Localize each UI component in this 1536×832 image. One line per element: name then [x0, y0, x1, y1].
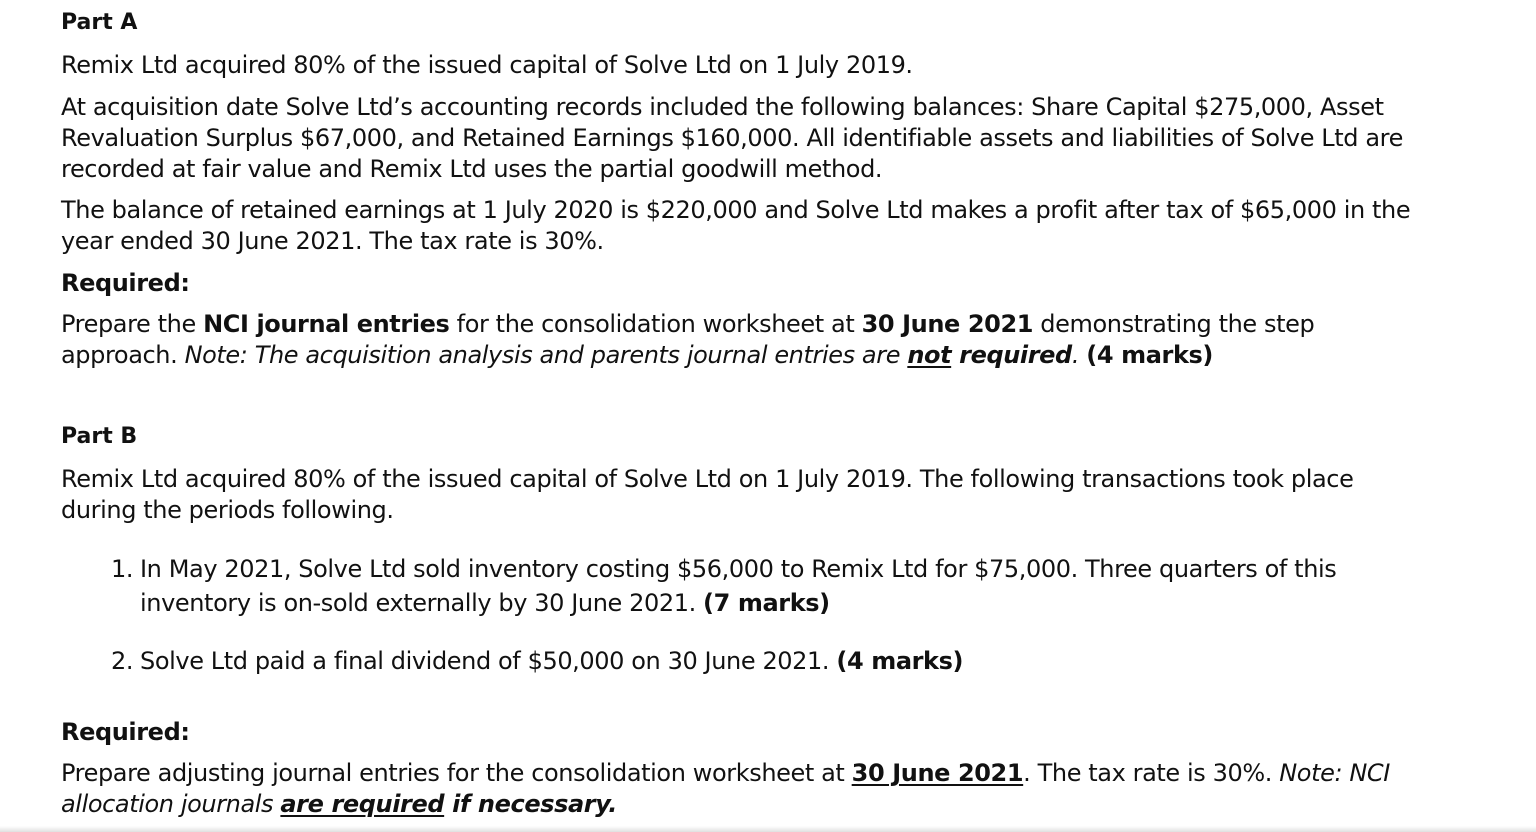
- item-1-line-1: [61, 552, 1461, 586]
- part-a-requirement: [61, 309, 1461, 371]
- part-a-required-label: Required:: [61, 269, 190, 297]
- part-b-req-date: 30 June 2021: [851, 759, 1024, 787]
- list-item: [61, 644, 1461, 678]
- req-not-text: not: [907, 341, 952, 369]
- part-b-required-label: Required:: [61, 718, 190, 746]
- part-a-marks: (4 marks): [1086, 341, 1213, 369]
- item-1-number: 1.: [111, 555, 134, 583]
- req-date-text: 30 June 2021: [861, 310, 1034, 338]
- balances-line-2: Revaluation Surplus $67,000, and Retained Earnings $160,000. All identifiable assets and liabilities of Solve Ltd are: [61, 124, 1403, 152]
- part-a-intro-text: Remix Ltd acquired 80% of the issued capital of Solve Ltd on 1 July 2019.: [61, 51, 913, 79]
- part-b-req-line-1: [61, 758, 1501, 789]
- item-1-text-2: inventory is on-sold externally by 30 June 2021.: [140, 589, 704, 617]
- requirement-line-2: [61, 340, 1461, 371]
- req-for-text: for the consolidation worksheet at: [449, 310, 862, 338]
- req-note-text: Note: The acquisition analysis and parents journal entries are: [184, 341, 908, 369]
- page-bottom-edge: [0, 826, 1536, 832]
- balances-line-3: recorded at fair value and Remix Ltd uses the partial goodwill method.: [61, 155, 883, 183]
- part-a-intro: [61, 50, 913, 81]
- part-b-requirement: [61, 758, 1501, 820]
- item-2-marks: (4 marks): [836, 647, 964, 675]
- retained-line-1: The balance of retained earnings at 1 July 2020 is $220,000 and Solve Ltd makes a profit after tax of $65,000 in the: [61, 196, 1411, 224]
- part-b-intro: [61, 464, 1353, 526]
- req-demo-text: demonstrating the step: [1033, 310, 1315, 338]
- list-item: [61, 552, 1461, 620]
- item-2-line: [61, 644, 1461, 678]
- part-a-balances: [61, 92, 1403, 185]
- part-b-req-if: if necessary.: [444, 790, 617, 818]
- item-2-text: Solve Ltd paid a final dividend of $50,000 on 30 June 2021.: [140, 647, 837, 675]
- part-b-req-note: Note: NCI: [1279, 759, 1390, 787]
- req-nci-text: NCI journal entries: [203, 310, 450, 338]
- req-prepare-text: Prepare the: [61, 310, 204, 338]
- part-b-heading: Part B: [61, 424, 138, 449]
- part-a-retained: [61, 195, 1410, 257]
- req-required-text: required: [951, 341, 1072, 369]
- item-2-number: 2.: [111, 647, 134, 675]
- item-1-line-2: [61, 586, 1461, 620]
- item-1-marks: (7 marks): [703, 589, 830, 617]
- req-approach-text: approach.: [61, 341, 185, 369]
- part-b-req-line-2: [61, 789, 1501, 820]
- requirement-line-1: [61, 309, 1461, 340]
- part-b-req-are-required: are required: [280, 790, 445, 818]
- part-b-intro-line-1: Remix Ltd acquired 80% of the issued capital of Solve Ltd on 1 July 2019. The following transactions took place: [61, 465, 1354, 493]
- part-b-intro-line-2: during the periods following.: [61, 496, 394, 524]
- balances-line-1: At acquisition date Solve Ltd’s accounting records included the following balances: Share Capital $275,000, Asset: [61, 93, 1384, 121]
- transaction-list: [61, 552, 1461, 620]
- part-a-section: [61, 8, 137, 38]
- part-b-req-note-2: allocation journals: [61, 790, 281, 818]
- part-b-req-tax: . The tax rate is 30%.: [1023, 759, 1280, 787]
- item-1-text-1: In May 2021, Solve Ltd sold inventory costing $56,000 to Remix Ltd for $75,000. Three quarters of this: [140, 555, 1337, 583]
- retained-line-2: year ended 30 June 2021. The tax rate is 30%.: [61, 227, 604, 255]
- part-a-heading: Part A: [61, 10, 138, 35]
- part-b-req-text: Prepare adjusting journal entries for the consolidation worksheet at: [61, 759, 852, 787]
- req-period-text: .: [1071, 341, 1087, 369]
